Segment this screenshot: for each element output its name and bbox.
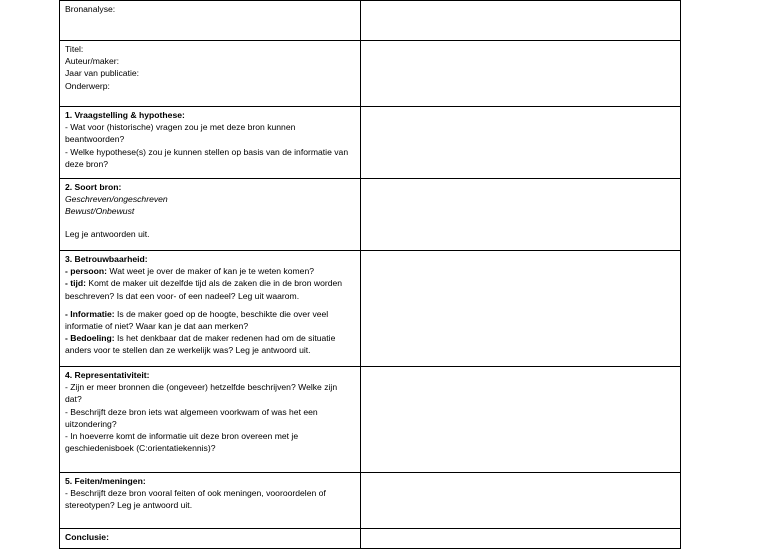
persoon-text: Wat weet je over de maker of kan je te weten komen? [107, 266, 315, 277]
section-3-answer-cell[interactable] [361, 251, 681, 367]
section-2-note: Leg je antwoorden uit. [65, 228, 150, 239]
onderwerp-label: Onderwerp: [65, 80, 110, 91]
informatie-text: Is de maker goed op de hoogte, beschikte die over veel informatie of niet? Waar kan je dat aan merken? [65, 308, 329, 332]
section-5-line-1: - Beschrijft deze bron vooral feiten of ook meningen, vooroordelen of stereotypen? Leg je antwoord uit. [65, 488, 326, 511]
section-5-answer-cell[interactable] [361, 473, 681, 529]
section-3-title: 3. Betrouwbaarheid: [65, 254, 148, 264]
section-2-answer-cell[interactable] [361, 179, 681, 251]
section-5-title: 5. Feiten/meningen: [65, 476, 146, 486]
conclusion-cell [60, 529, 361, 549]
section-4-title: 4. Representativiteit: [65, 370, 150, 380]
conclusion-row [60, 529, 681, 549]
section-1-line-2: - Welke hypothese(s) zou je kunnen stellen op basis van de informatie van deze bron? [65, 146, 349, 169]
heading-row [60, 1, 681, 41]
source-analysis-table [59, 0, 681, 549]
section-4-answer-cell[interactable] [361, 367, 681, 473]
bedoeling-label: - Bedoeling: [65, 333, 115, 344]
section-3-row [60, 251, 681, 367]
tijd-label: - tijd: [65, 278, 86, 289]
section-4-line-3: - In hoeverre komt de informatie uit deze bron overeen met je geschiedenisboek (C:orientatiekennis)? [65, 431, 299, 454]
section-4-line-1: - Zijn er meer bronnen die (ongeveer) hetzelfde beschrijven? Welke zijn dat? [65, 382, 338, 405]
section-4-row [60, 367, 681, 473]
heading-answer-cell[interactable] [361, 1, 681, 41]
bedoeling-text: Is het denkbaar dat de maker redenen had om de situatie anders voor te stellen dan ze werkelijk was? Leg je antwoord uit. [65, 333, 336, 356]
spacer [65, 218, 356, 228]
informatie-label: - Informatie: [65, 308, 115, 319]
section-3-bedoeling [65, 332, 356, 356]
section-2-option-2: Bewust/Onbewust [65, 206, 135, 217]
tijd-text: Komt de maker uit dezelfde tijd als de zaken die in de bron worden beschreven? Is dat een voor- of een nadeel? Leg uit waarom. [65, 278, 343, 301]
section-1-line-1: - Wat voor (historische) vragen zou je met deze bron kunnen beantwoorden? [65, 122, 296, 145]
section-2-cell [60, 179, 361, 251]
section-4-line-2: - Beschrijft deze bron iets wat algemeen voorkwam of was het een uitzondering? [65, 406, 318, 429]
section-4-cell [60, 367, 361, 473]
section-2-row [60, 179, 681, 251]
persoon-label: - persoon: [65, 266, 108, 277]
conclusion-title: Conclusie: [65, 532, 109, 542]
section-2-option-1: Geschreven/ongeschreven [65, 194, 168, 205]
section-1-title: 1. Vraagstelling & hypothese: [65, 110, 185, 120]
section-1-row [60, 107, 681, 179]
section-3-tijd [65, 277, 356, 301]
conclusion-answer-cell[interactable] [361, 529, 681, 549]
auteur-label: Auteur/maker: [65, 56, 119, 67]
section-3-persoon [65, 265, 356, 277]
page-title: Bronanalyse: [60, 1, 361, 41]
section-3-cell [60, 251, 361, 367]
section-5-row [60, 473, 681, 529]
section-1-cell [60, 107, 361, 179]
section-5-cell [60, 473, 361, 529]
section-1-answer-cell[interactable] [361, 107, 681, 179]
meta-answer-cell[interactable] [361, 41, 681, 107]
jaar-label: Jaar van publicatie: [65, 68, 140, 79]
meta-row [60, 41, 681, 107]
titel-label: Titel: [65, 44, 84, 54]
meta-cell [60, 41, 361, 107]
section-3-informatie [65, 308, 356, 332]
section-2-title: 2. Soort bron: [65, 182, 122, 192]
